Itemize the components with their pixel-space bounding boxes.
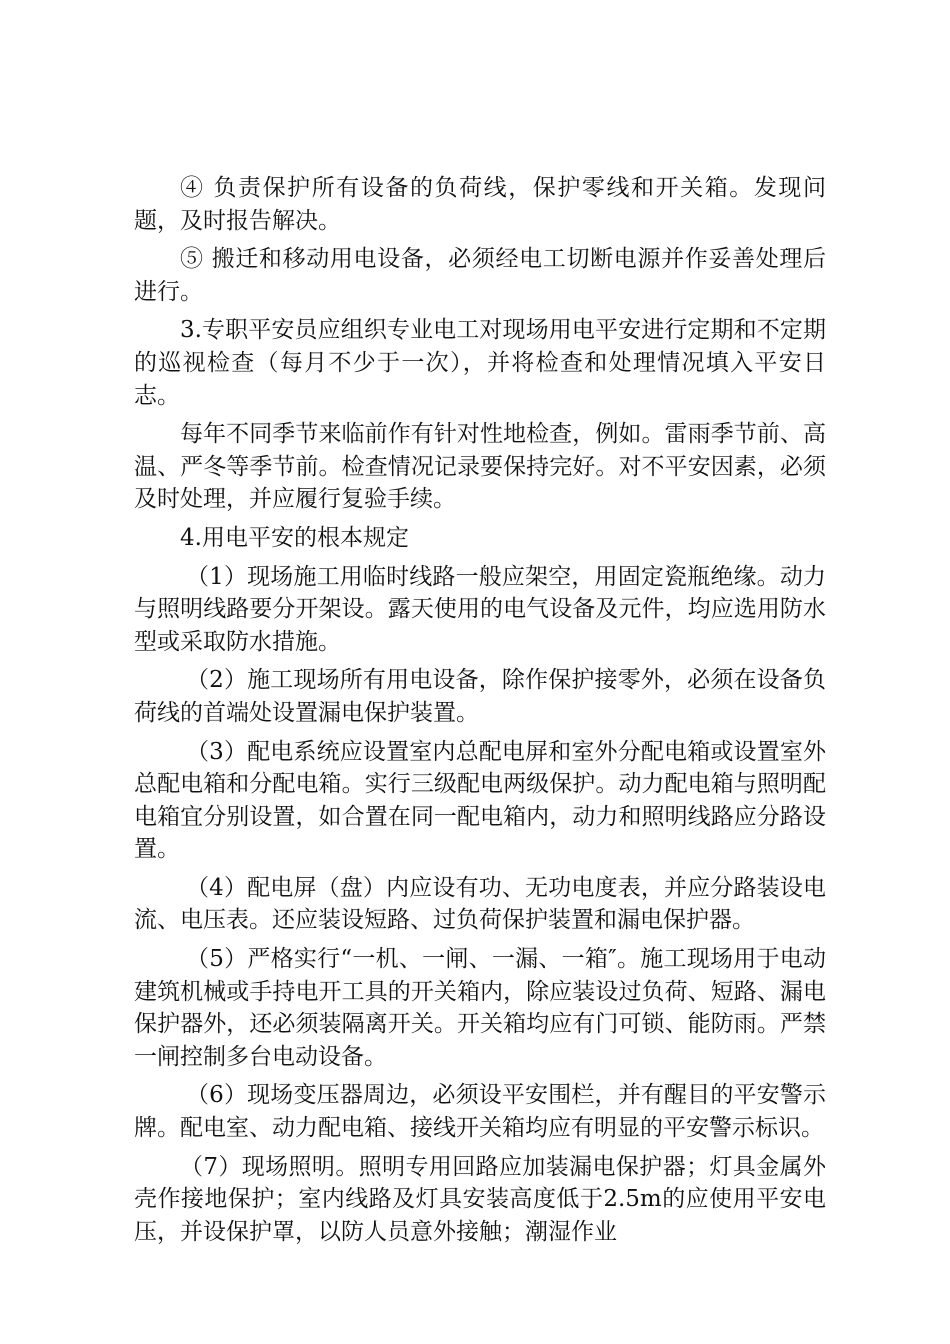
document-body [134,172,826,1254]
paragraph-rule-1: （1）现场施工用临时线路一般应架空，用固定瓷瓶绝缘。动力与照明线路要分开架设。露天使用的电气设备及元件，均应选用防水型或采取防水措施。 [134,563,826,655]
section-heading-4: 4.用电平安的根本规定 [180,524,409,551]
paragraph-rule-5: （5）严格实行“一机、一闸、一漏、一箱″。施工现场用于电动建筑机械或手持电开工具的开关箱内，除应装设过负荷、短路、漏电保护器外，还必须装隔离开关。开关箱均应有门可锁、能防雨。严禁一闸控制多台电动设备。 [134,946,826,1070]
paragraph-rule-2: （2）施工现场所有用电设备，除作保护接零外，必须在设备负荷线的首端处设置漏电保护装置。 [134,667,826,726]
paragraph-section-3: 3.专职平安员应组织专业电工对现场用电平安进行定期和不定期的巡视检查（每月不少于一次），并将检查和处理情况填入平安日志。 [134,317,826,409]
paragraph-rule-4: （4）配电屏（盘）内应设有功、无功电度表，并应分路装设电流、电压表。还应装设短路、过负荷保护装置和漏电保护器。 [134,874,826,934]
paragraph-rule-7: （7）现场照明。照明专用回路应加装漏电保护器；灯具金属外壳作接地保护；室内线路及灯具安装高度低于2.5m的应使用平安电压，并设保护罩，以防人员意外接触；潮湿作业 [134,1153,826,1245]
paragraph-item-4: ④ 负责保护所有设备的负荷线，保护零线和开关箱。发现问题，及时报告解决。 [134,175,826,234]
paragraph-item-5: ⑤ 搬迁和移动用电设备，必须经电工切断电源并作妥善处理后进行。 [134,246,826,305]
paragraph-rule-6: （6）现场变压器周边，必须设平安围栏，并有醒目的平安警示牌。配电室、动力配电箱、接线开关箱均应有明显的平安警示标识。 [134,1082,826,1142]
paragraph-rule-3: （3）配电系统应设置室内总配电屏和室外分配电箱或设置室外总配电箱和分配电箱。实行三级配电两级保护。动力配电箱与照明配电箱宜分别设置，如合置在同一配电箱内，动力和照明线路应分路设置。 [134,738,826,863]
paragraph-seasonal-check: 每年不同季节来临前作有针对性地检查，例如。雷雨季节前、高温、严冬等季节前。检查情况记录要保持完好。对不平安因素，必须及时处理，并应履行复验手续。 [134,421,826,513]
